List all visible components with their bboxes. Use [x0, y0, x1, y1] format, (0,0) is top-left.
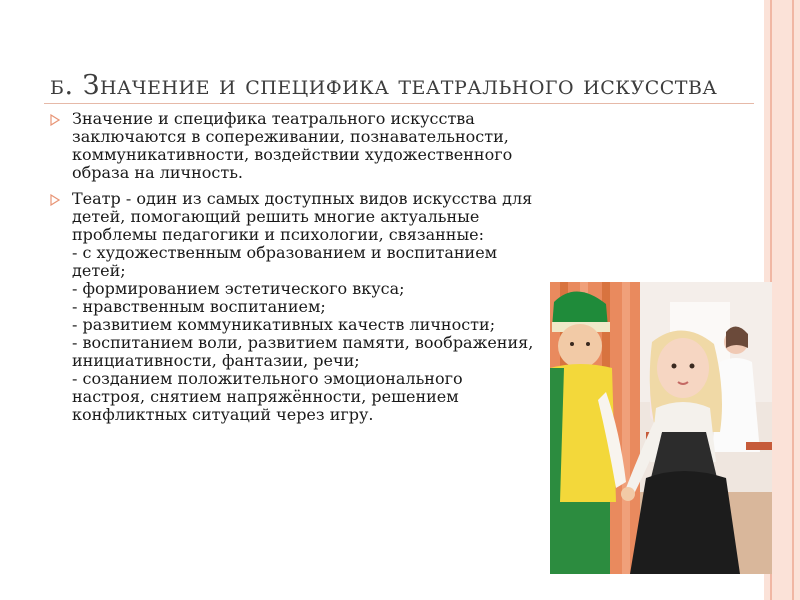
border-line	[792, 0, 794, 600]
slide-content	[48, 110, 538, 432]
bullet-arrow-icon	[50, 114, 60, 126]
title-divider	[44, 103, 754, 104]
children-photo	[550, 282, 772, 574]
bullet-item	[48, 190, 538, 424]
bullet-text: Значение и специфика театрального искусства заключаются в сопереживании, познавательности, коммуникативности, воздействии художественного образа на личность.	[72, 109, 513, 182]
slide-title: б. Значение и специфика театрального искусства	[50, 70, 718, 101]
bullet-text: Театр - один из самых доступных видов искусства для детей, помогающий решить многие актуальные проблемы педагогики и психологии, связанные: - с художественным образованием и воспитанием детей; - формированием эстетического вкуса; - нравственным воспитанием; - развитием коммуникативных качеств личности; - воспитанием воли, развитием памяти, воображения, инициативности, фантазии, речи; - созданием положительного эмоционального настроя, снятием напряжённости, решением конфликтных ситуаций через игру.	[72, 189, 534, 424]
bullet-arrow-icon	[50, 194, 60, 206]
bullet-item	[48, 110, 538, 182]
